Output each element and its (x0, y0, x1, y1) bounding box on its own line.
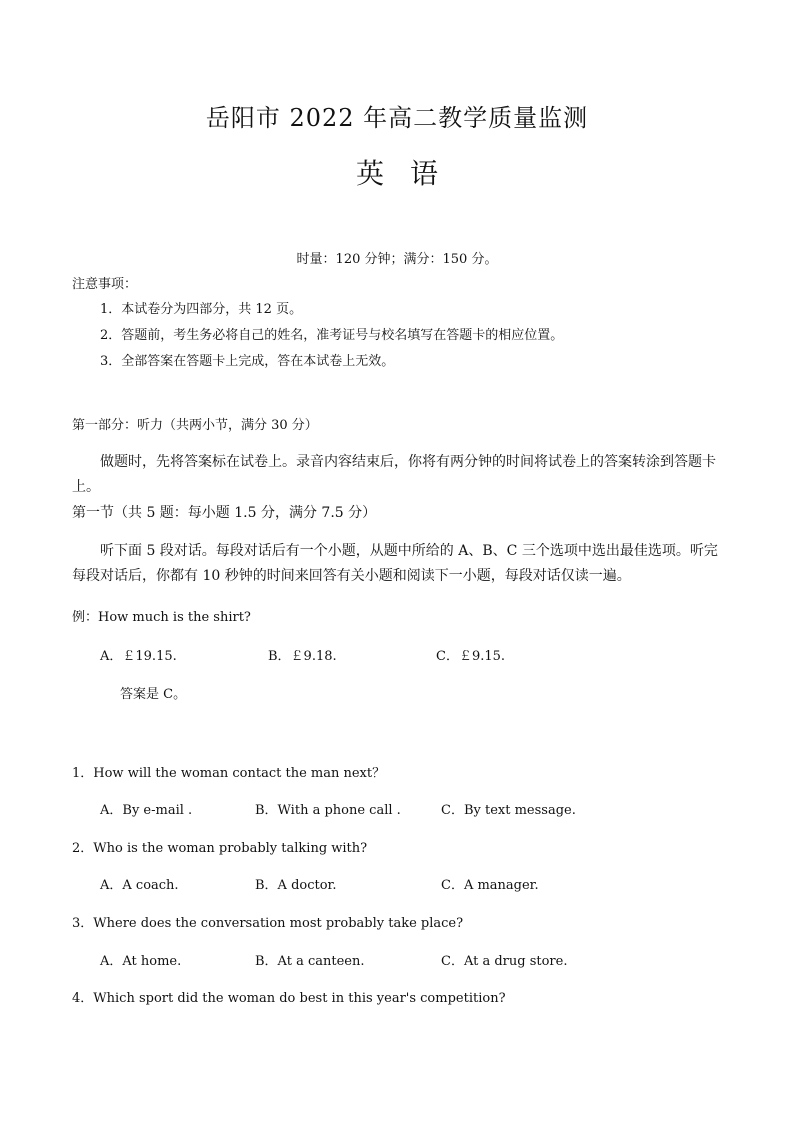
example-answer: 答案是 C。 (120, 687, 187, 702)
question-text: 4．Which sport did the woman do best in this year's competition? (72, 991, 506, 1006)
option-a: A．By e-mail . (100, 803, 193, 818)
notes-item: 3．全部答案在答题卡上完成，答在本试卷上无效。 (100, 354, 395, 369)
part1-heading: 第一部分：听力（共两小节，满分 30 分） (72, 418, 318, 433)
option-b: B．At a canteen. (255, 954, 365, 969)
exam-title: 岳阳市 2022 年高二教学质量监测 (205, 104, 589, 132)
option-c: C．At a drug store. (441, 954, 568, 969)
option-c: C．By text message. (441, 803, 576, 818)
example-option-c: C．￡9.15. (436, 649, 506, 664)
notes-item: 1．本试卷分为四部分，共 12 页。 (100, 302, 303, 317)
subject-title: 英语 (355, 157, 464, 190)
option-a: A．A coach. (100, 878, 179, 893)
option-b: B．A doctor. (255, 878, 337, 893)
question-text: 2．Who is the woman probably talking with? (72, 841, 368, 856)
example-question: 例：How much is the shirt? (72, 610, 251, 625)
notes-heading: 注意事项： (72, 277, 138, 292)
notes-item: 2．答题前，考生务必将自己的姓名，准考证号与校名填写在答题卡的相应位置。 (100, 328, 564, 343)
example-option-a: A．￡19.15. (100, 649, 177, 664)
question-text: 1．How will the woman contact the man next？ (72, 766, 386, 781)
option-a: A．At home. (100, 954, 182, 969)
option-c: C．A manager. (441, 878, 539, 893)
example-option-b: B．￡9.18. (268, 649, 337, 664)
part1-instruction: 做题时，先将答案标在试卷上。录音内容结束后，你将有两分钟的时间将试卷上的答案转涂到答题卡上。 (72, 454, 716, 495)
section1-heading: 第一节（共 5 题：每小题 1.5 分，满分 7.5 分） (72, 505, 377, 521)
time-info: 时量：120 分钟；满分：150 分。 (296, 252, 498, 267)
option-b: B．With a phone call . (255, 803, 401, 818)
section1-instruction: 听下面 5 段对话。每段对话后有一个小题，从题中所给的 A、B、C 三个选项中选出最佳选项。听完每段对话后，你都有 10 秒钟的时间来回答有关小题和阅读下一小题，每段对话仅读一遍。 (72, 543, 718, 584)
question-text: 3．Where does the conversation most probably take place? (72, 916, 464, 931)
